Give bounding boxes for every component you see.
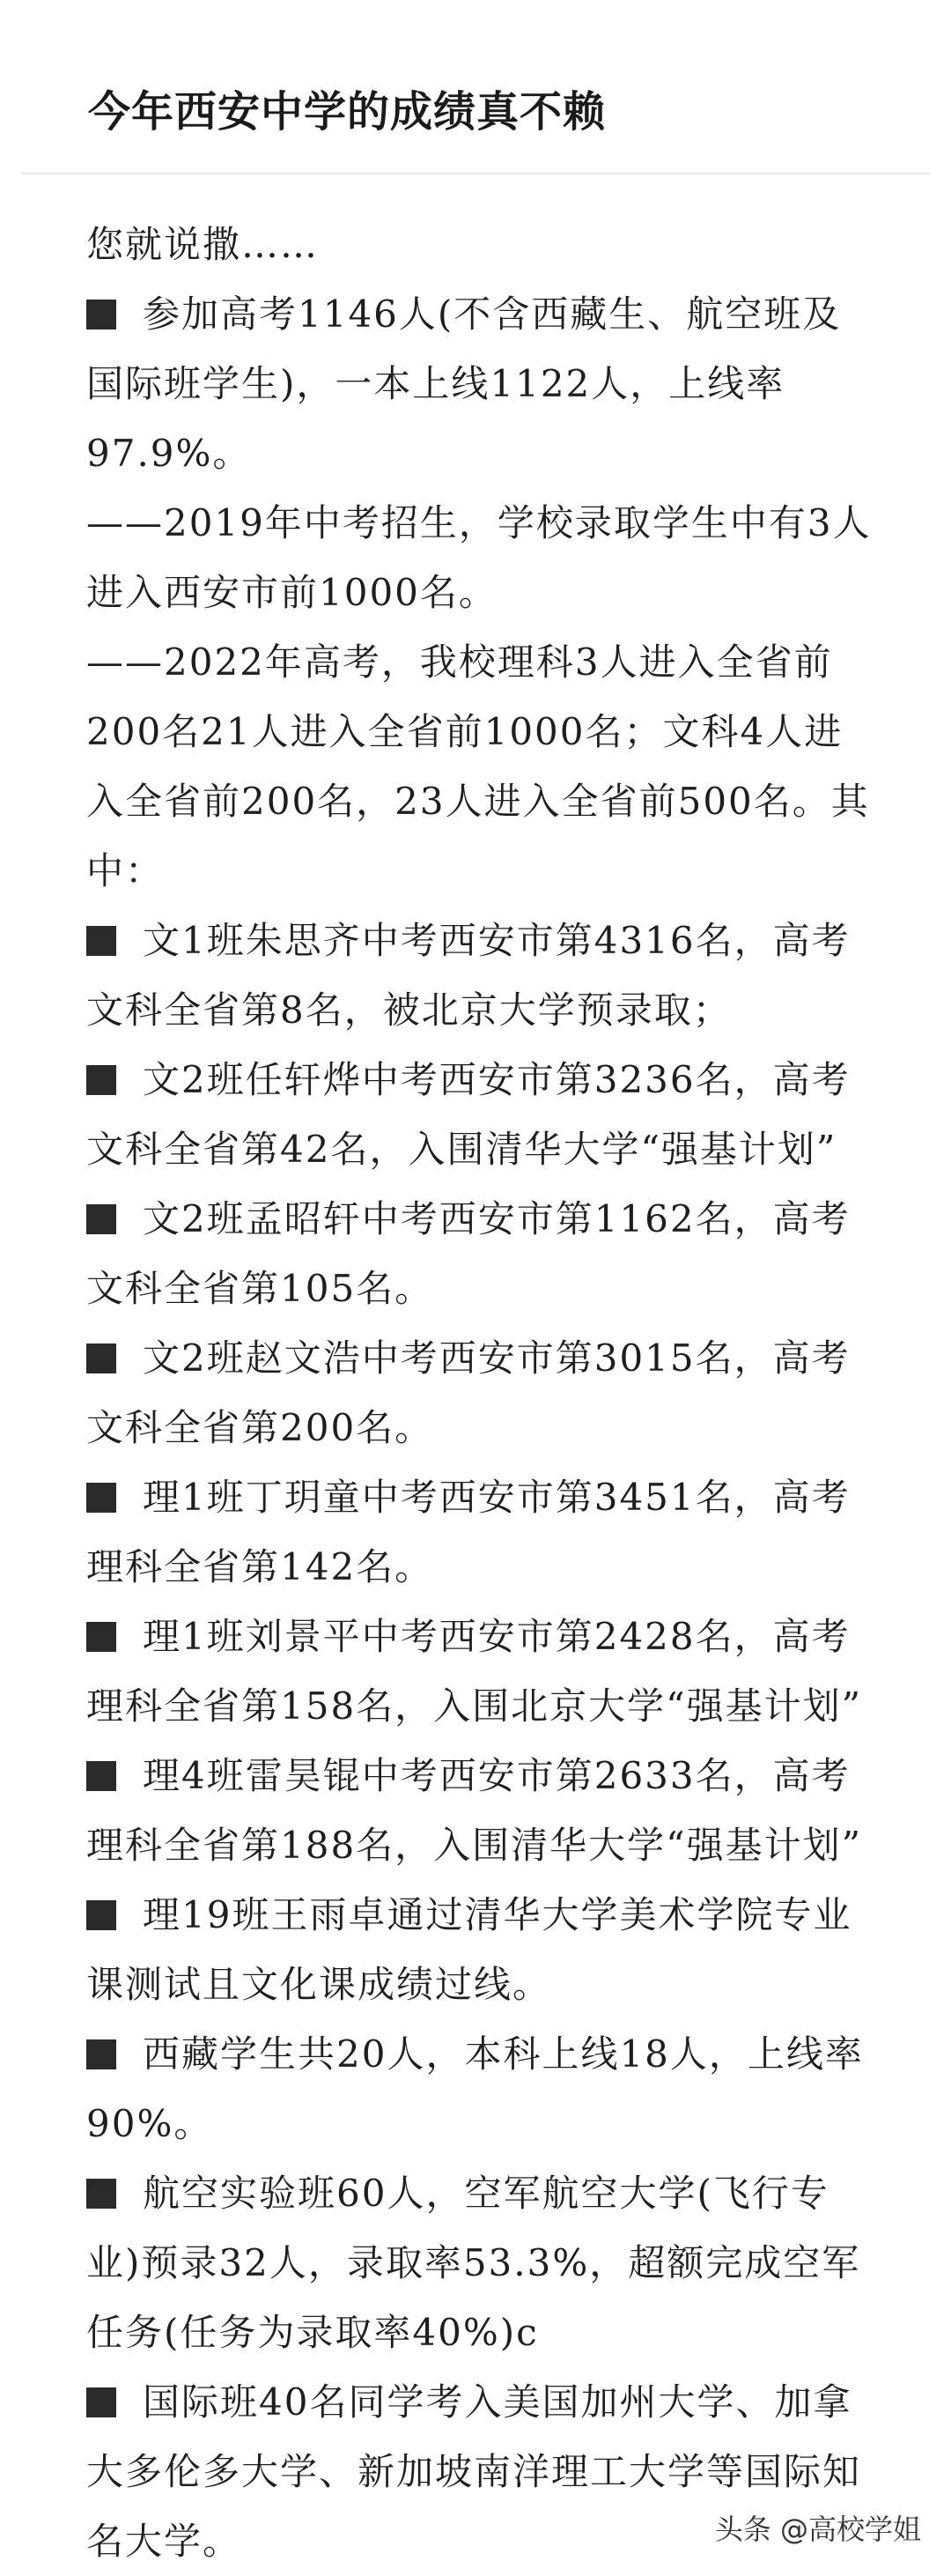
bullet-square-icon: [86, 2387, 116, 2417]
paragraph-text: 文2班孟昭轩中考西安市第1162名，高考文科全省第105名。: [86, 1197, 851, 1310]
paragraph-11: [86, 1880, 879, 2019]
paragraph-text: 航空实验班60人，空军航空大学(飞行专业)预录32人，录取率53.3%，超额完成空军任务(任务为录取率40%)c: [86, 2172, 861, 2354]
bullet-square-icon: [86, 1344, 116, 1373]
paragraph-text: 文1班朱思齐中考西安市第4316名，高考文科全省第8名，被北京大学预录取；: [86, 919, 851, 1032]
paragraph-text: 文2班赵文浩中考西安市第3015名，高考文科全省第200名。: [86, 1336, 851, 1449]
paragraph-text: 文2班任轩烨中考西安市第3236名，高考文科全省第42名，入围清华大学“强基计划”: [86, 1058, 851, 1171]
paragraph-10: [86, 1741, 879, 1880]
paragraph-4: [86, 906, 879, 1045]
source-watermark: 头条 @高校学姐: [714, 2513, 921, 2546]
paragraph-0: [86, 210, 879, 279]
bullet-square-icon: [86, 1483, 116, 1513]
bullet-square-icon: [86, 2039, 116, 2069]
bullet-square-icon: [86, 1065, 116, 1095]
paragraph-text: 参加高考1146人(不含西藏生、航空班及国际班学生)，一本上线1122人，上线率97.9%。: [86, 292, 842, 475]
paragraph-13: [86, 2158, 879, 2367]
paragraph-8: [86, 1462, 879, 1602]
bullet-square-icon: [86, 926, 116, 956]
article-title: 今年西安中学的成绩真不赖: [88, 87, 607, 137]
paragraph-text: 您就说撒……: [86, 223, 320, 266]
bullet-square-icon: [86, 1622, 116, 1652]
article-body: [86, 210, 879, 2576]
paragraph-5: [86, 1045, 879, 1184]
paragraph-text: ——2019年中考招生，学校录取学生中有3人进入西安市前1000名。: [86, 501, 872, 614]
bullet-square-icon: [86, 1900, 116, 1930]
bullet-square-icon: [86, 1204, 116, 1234]
bullet-square-icon: [86, 300, 116, 329]
paragraph-text: 理1班刘景平中考西安市第2428名，高考理科全省第158名，入围北京大学“强基计划”: [86, 1615, 863, 1728]
paragraph-text: ——2022年高考，我校理科3人进入全省前200名21人进入全省前1000名；文科4人进入全省前200名，23人进入全省前500名。其中：: [86, 640, 870, 892]
paragraph-3: [86, 627, 879, 906]
paragraph-text: 国际班40名同学考入美国加州大学、加拿大多伦多大学、新加坡南洋理工大学等国际知名大学。: [86, 2380, 862, 2563]
paragraph-text: 西藏学生共20人，本科上线18人，上线率90%。: [86, 2032, 864, 2145]
paragraph-2: [86, 488, 879, 627]
paragraph-text: 理1班丁玥童中考西安市第3451名，高考理科全省第142名。: [86, 1476, 851, 1588]
paragraph-9: [86, 1602, 879, 1741]
paragraph-text: 理4班雷昊锟中考西安市第2633名，高考理科全省第188名，入围清华大学“强基计划”: [86, 1754, 863, 1867]
bullet-square-icon: [86, 1761, 116, 1791]
paragraph-7: [86, 1323, 879, 1462]
bullet-square-icon: [86, 2179, 116, 2209]
paragraph-1: [86, 279, 879, 488]
paragraph-12: [86, 2019, 879, 2158]
title-divider: [21, 173, 930, 174]
paragraph-text: 理19班王雨卓通过清华大学美术学院专业课测试且文化课成绩过线。: [86, 1893, 852, 2006]
paragraph-6: [86, 1184, 879, 1323]
